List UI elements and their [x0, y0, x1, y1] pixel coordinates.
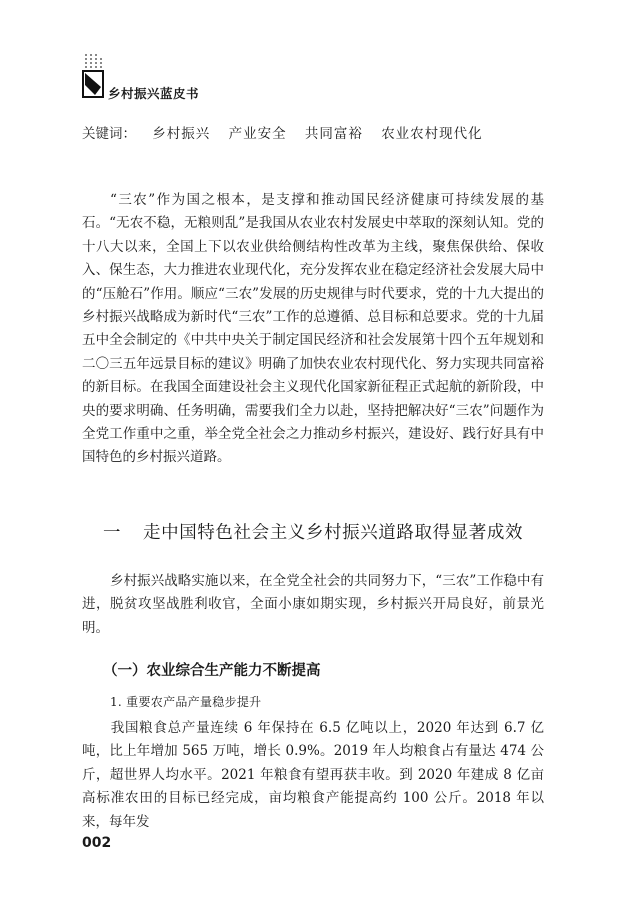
section-number: 一 — [103, 523, 122, 543]
keyword-item: 乡村振兴 — [152, 126, 211, 142]
paragraph-text: “三农”作为国之根本，是支撑和推动国民经济健康可持续发展的基石。“无农不稳，无粮则乱”是我国从农业农村发展史中萃取的深刻认知。党的十八大以来，全国上下以农业供给侧结构性改革为主线，聚焦保供给、保收入、保生态，大力推进农业现代化，充分发挥农业在稳定经济社会发展大局中的“压舱石”作用。顺应“三农”发展的历史规律与时代要求，党的十九大提出的乡村振兴战略成为新时代“三农”工作的总遵循、总目标和总要求。党的十九届五中全会制定的《中共中央关于制定国民经济和社会发展第十四个五年规划和二〇三五年远景目标的建议》明确了加快农业农村现代化、努力实现共同富裕的新目标。在我国全面建设社会主义现代化国家新征程正式起航的新阶段，中央的要求明确、任务明确，需要我们全力以赴，坚持把解决好“三农”问题作为全党工作重中之重，举全党全社会之力推动乡村振兴，建设好、践行好具有中国特色的乡村振兴道路。 — [82, 192, 544, 466]
item-heading: 1. 重要农产品产量稳步提升 — [110, 695, 262, 709]
section-intro-paragraph — [82, 570, 544, 640]
subsection-heading: （一）农业综合生产能力不断提高 — [103, 662, 321, 679]
keyword-item: 产业安全 — [228, 126, 287, 142]
series-logo-icon — [82, 52, 106, 100]
page-number: 002 — [82, 835, 112, 851]
series-title: 乡村振兴蓝皮书 — [108, 86, 200, 101]
keyword-item: 农业农村现代化 — [381, 126, 483, 142]
body-paragraph — [82, 717, 544, 834]
paragraph-text: 我国粮食总产量连续 6 年保持在 6.5 亿吨以上，2020 年达到 6.7 亿吨，比上年增加 565 万吨，增长 0.9%。2019 年人均粮食占有量达 474 公斤，超世界人均水平。2021 年粮食有望再获丰收。到 2020 年建成 8 亿亩高标准农田的目标已经完成，亩均粮食产能提高约 100 公斤。2018 年以来，每年发 — [82, 720, 544, 830]
paragraph-text: 乡村振兴战略实施以来，在全党全社会的共同努力下，“三农”工作稳中有进，脱贫攻坚战胜利收官，全面小康如期实现，乡村振兴开局良好，前景光明。 — [82, 573, 544, 636]
intro-paragraph — [82, 189, 544, 470]
keywords-label: 关键词： — [82, 126, 136, 142]
section-heading — [103, 519, 523, 544]
section-title: 走中国特色社会主义乡村振兴道路取得显著成效 — [143, 523, 524, 543]
keyword-item: 共同富裕 — [304, 126, 363, 142]
keywords-line — [82, 122, 497, 142]
